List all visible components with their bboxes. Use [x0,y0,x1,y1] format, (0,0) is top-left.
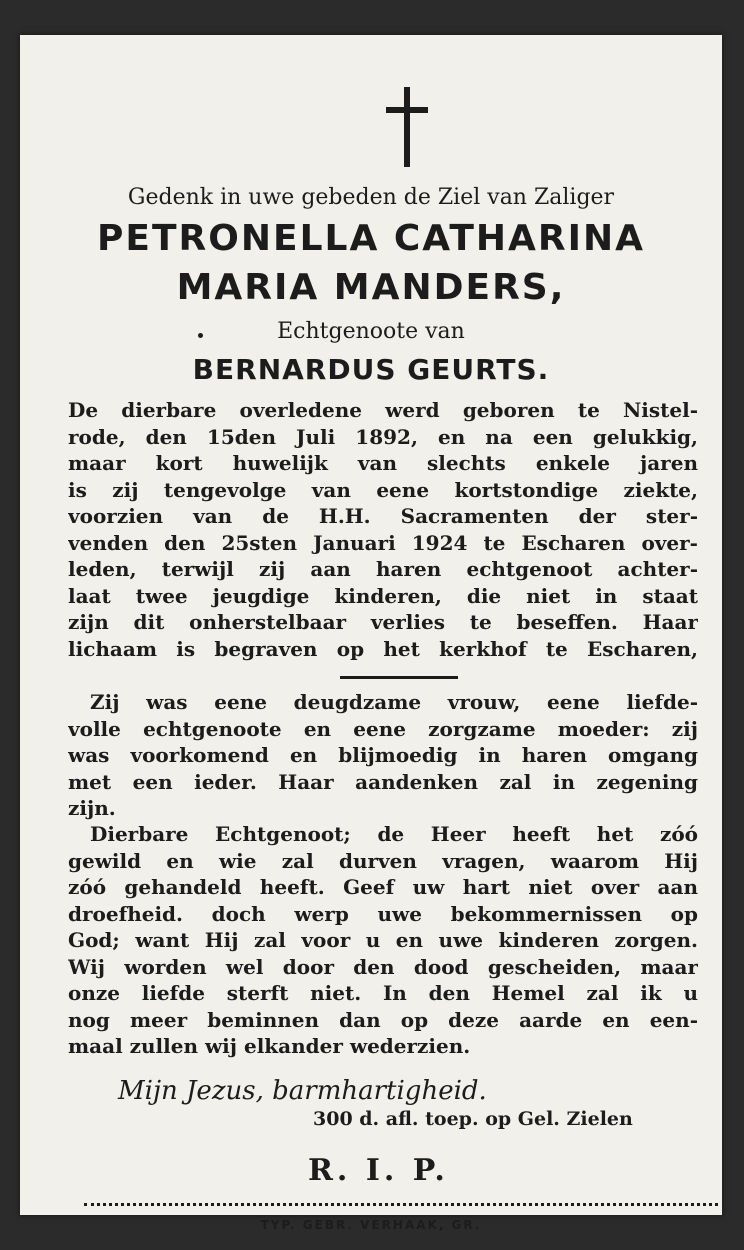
indulgence-line: 300 d. afl. toep. op Gel. Zielen [313,1108,633,1130]
paragraph-line: Zij was eene deugdzame vrouw, eene liefde- [90,690,698,714]
paragraph-line: zóó gehandeld heeft. Geef uw hart niet over aan [68,875,698,899]
cross-icon [386,87,428,167]
section-divider [340,676,458,679]
spouse-name: BERNARDUS GEURTS. [192,353,550,386]
prayer-line: Mijn Jezus, barmhartigheid. [118,1076,487,1106]
paragraph-line: Dierbare Echtgenoot; de Heer heeft het zóó [90,822,698,846]
paragraph-line: droefheid. doch werp uwe bekommernissen op [68,901,698,926]
paragraph-line: laat twee jeugdige kinderen, die niet in staat [68,583,698,608]
paragraph-line: maar kort huwelijk van slechts enkele jaren [68,451,698,475]
paragraph-line: nog meer beminnen dan op deze aarde en een- [68,1007,698,1032]
printer-credit: TYP. GEBR. VERHAAK, GR. [260,1218,482,1232]
paragraph-line: voorzien van de H.H. Sacramenten der ster- [68,504,698,528]
farewell-paragraph [68,821,698,1060]
virtues-paragraph [68,689,698,822]
memorial-card [20,35,722,1232]
intro-line: Gedenk in uwe gebeden de Ziel van Zaliger [127,185,615,210]
paragraph-line: maal zullen wij elkander wederzien. [68,1034,471,1058]
paragraph-line: zijn dit onherstelbaar verlies te beseffen. Haar [68,610,698,634]
deceased-name-line-1: PETRONELLA CATHARINA [97,218,645,259]
dotted-divider [84,1203,718,1206]
paragraph-line: venden den 25sten Januari 1924 te Escharen over- [68,530,698,555]
paragraph-line: is zij tengevolge van eene kortstondige ziekte, [68,477,698,502]
paragraph-line: leden, terwijl zij aan haren echtgenoot achter- [68,557,698,581]
spouse-label: Echtgenoote van [277,319,465,344]
paragraph-line: Wij worden wel door den dood gescheiden, maar [68,954,698,979]
paragraph-line: gewild en wie zal durven vragen, waarom Hij [68,848,698,873]
paragraph-line: zijn. [68,796,116,820]
paragraph-line: De dierbare overledene werd geboren te Nistel- [68,398,698,422]
paragraph-line: God; want Hij zal voor u en uwe kinderen zorgen. [68,928,698,952]
paragraph-line: met een ieder. Haar aandenken zal in zegening [68,769,698,794]
rip-line: R. I. P. [308,1153,449,1188]
biography-paragraph [68,397,698,662]
deceased-name-line-2: MARIA MANDERS, [176,267,566,308]
paragraph-line: was voorkomend en blijmoedig in haren omgang [68,743,698,767]
paragraph-line: lichaam is begraven op het kerkhof te Escharen, [68,636,698,661]
paragraph-line: onze liefde sterft niet. In den Hemel zal ik u [68,981,698,1005]
paragraph-line: rode, den 15den Juli 1892, en na een gelukkig, [68,424,698,449]
paragraph-line: volle echtgenoote en eene zorgzame moeder: zij [68,716,698,741]
